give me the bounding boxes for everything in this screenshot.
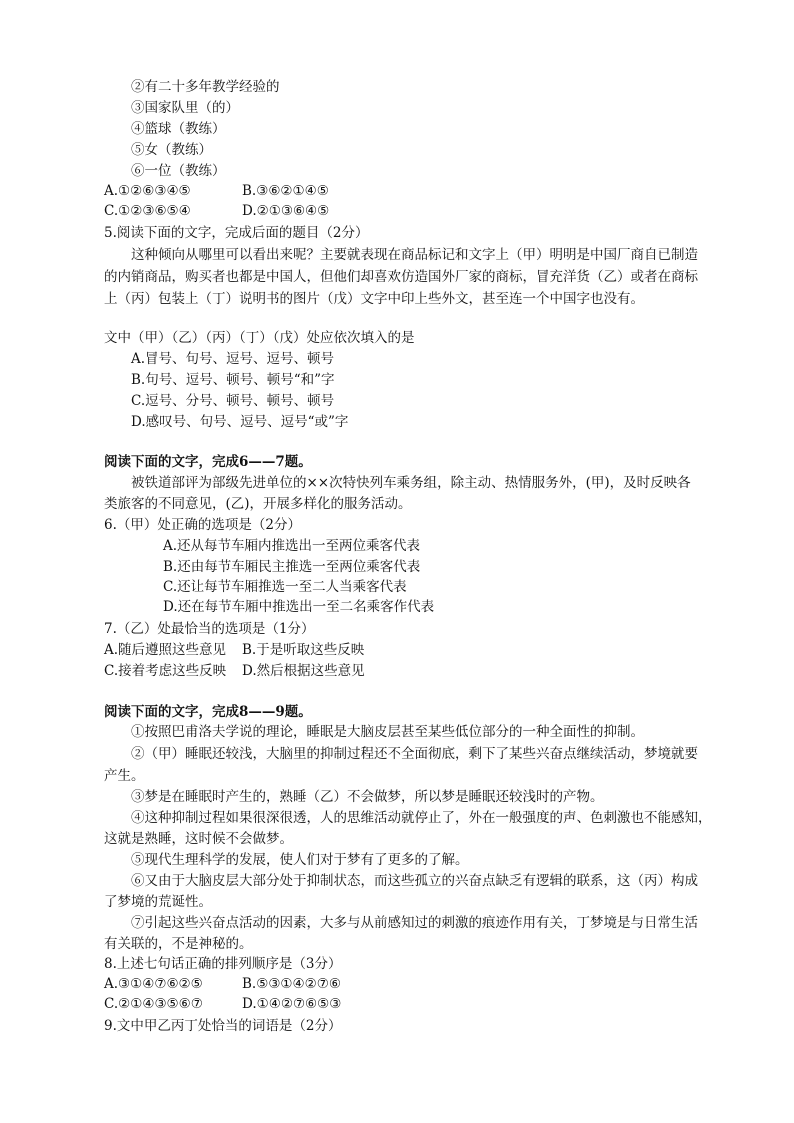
s67-passage-line: 被铁道部评为部级先进单位的××次特快列车乘务组，除主动、热情服务外，(甲)，及时反映各: [131, 475, 691, 491]
q8-option-c: C.②①④③⑤⑥⑦: [104, 996, 203, 1012]
q7-option-b: B.于是听取这些反映: [242, 642, 365, 658]
s89-sentence: ③梦是在睡眠时产生的，熟睡（乙）不会做梦，所以梦是睡眠还较浅时的产物。: [131, 789, 604, 805]
q8-stem: 8.上述七句话正确的排列顺序是（3分）: [104, 956, 342, 972]
q5-passage-line: 的内销商品，购买者也都是中国人，但他们却喜欢仿造国外厂家的商标，冒充洋货（乙）或者在商标: [104, 269, 698, 285]
s89-sentence: ④这种抑制过程如果很深很透，人的思维活动就停止了，外在一般强度的声、色刺激也不能感知，: [131, 810, 712, 826]
q8-option-d: D.①④②⑦⑥⑤③: [242, 996, 342, 1012]
q5-option: C.逗号、分号、顿号、顿号、顿号: [131, 393, 335, 409]
q4-item: ⑤女（教练）: [131, 142, 212, 158]
s67-passage-line: 类旅客的不同意见，(乙)，开展多样化的服务活动。: [104, 496, 412, 512]
s89-sentence-cont: 了梦境的荒诞性。: [104, 894, 212, 910]
q6-option: A.还从每节车厢内推选出一至两位乘客代表: [163, 538, 421, 554]
s89-sentence: ②（甲）睡眠还较浅，大脑里的抑制过程还不全面彻底，剩下了某些兴奋点继续活动，梦境就要: [131, 746, 698, 762]
s89-sentence: ⑦引起这些兴奋点活动的因素，大多与从前感知过的刺激的痕迹作用有关，丁梦境是与日常生活: [131, 915, 698, 931]
q4-item: ③国家队里（的）: [131, 100, 239, 116]
q8-option-b: B.⑤③①④②⑦⑥: [242, 976, 341, 992]
q4-item: ④篮球（教练）: [131, 121, 226, 137]
q7-option-d: D.然后根据这些意见: [242, 663, 365, 679]
q7-stem: 7.（乙）处最恰当的选项是（1分）: [104, 621, 315, 637]
s89-sentence-cont: 有关联的，不是神秘的。: [104, 936, 253, 952]
q4-option-d: D.②①③⑥④⑤: [242, 203, 330, 219]
q8-option-a: A.③①④⑦⑥②⑤: [104, 976, 203, 992]
q6-option: D.还在每节车厢中推选出一至二名乘客作代表: [163, 599, 435, 615]
q4-item: ②有二十多年教学经验的: [131, 79, 280, 95]
s89-sentence: ①按照巴甫洛夫学说的理论，睡眠是大脑皮层甚至某些低位部分的一种全面性的抑制。: [131, 724, 644, 740]
q5-passage-line: 这种倾向从哪里可以看出来呢？主要就表现在商品标记和文字上（甲）明明是中国厂商自已制造: [131, 247, 698, 263]
q7-option-a: A.随后遵照这些意见: [104, 642, 227, 658]
q6-option: C.还让每节车厢推选一至二人当乘客代表: [163, 579, 407, 595]
q9-stem: 9.文中甲乙丙丁处恰当的词语是（2分）: [104, 1018, 342, 1034]
q5-passage-line: 上（丙）包装上（丁）说明书的图片（戊）文字中印上些外文，甚至连一个中国字也没有。: [104, 291, 644, 307]
q5-option: A.冒号、句号、逗号、逗号、顿号: [131, 351, 335, 367]
s89-sentence-cont: 这就是熟睡，这时候不会做梦。: [104, 831, 293, 847]
q4-option-b: B.③⑥②①④⑤: [242, 183, 329, 199]
q4-option-c: C.①②③⑥⑤④: [104, 203, 191, 219]
section-heading-6-7: 阅读下面的文字，完成6——7题。: [104, 454, 312, 470]
q5-stem: 5.阅读下面的文字，完成后面的题目（2分）: [104, 225, 369, 241]
q5-option: B.句号、逗号、顿号、顿号“和”字: [131, 372, 335, 388]
q4-item: ⑥一位（教练）: [131, 163, 226, 179]
s89-sentence: ⑥又由于大脑皮层大部分处于抑制状态，而这些孤立的兴奋点缺乏有逻辑的联系，这（丙）构成: [131, 873, 698, 889]
q6-option: B.还由每节车厢民主推选一至两位乘客代表: [163, 559, 421, 575]
section-heading-8-9: 阅读下面的文字，完成8——9题。: [104, 704, 312, 720]
s89-sentence-cont: 产生。: [104, 768, 145, 784]
s89-sentence: ⑤现代生理科学的发展，使人们对于梦有了更多的了解。: [131, 852, 469, 868]
q5-option: D.感叹号、句号、逗号、逗号“或”字: [131, 414, 349, 430]
q5-question: 文中（甲）（乙）（丙）（丁）（戊）处应依次填入的是: [104, 330, 415, 346]
q4-option-a: A.①②⑥③④⑤: [104, 183, 191, 199]
q7-option-c: C.接着考虑这些反映: [104, 663, 227, 679]
q6-stem: 6.（甲）处正确的选项是（2分）: [104, 517, 301, 533]
